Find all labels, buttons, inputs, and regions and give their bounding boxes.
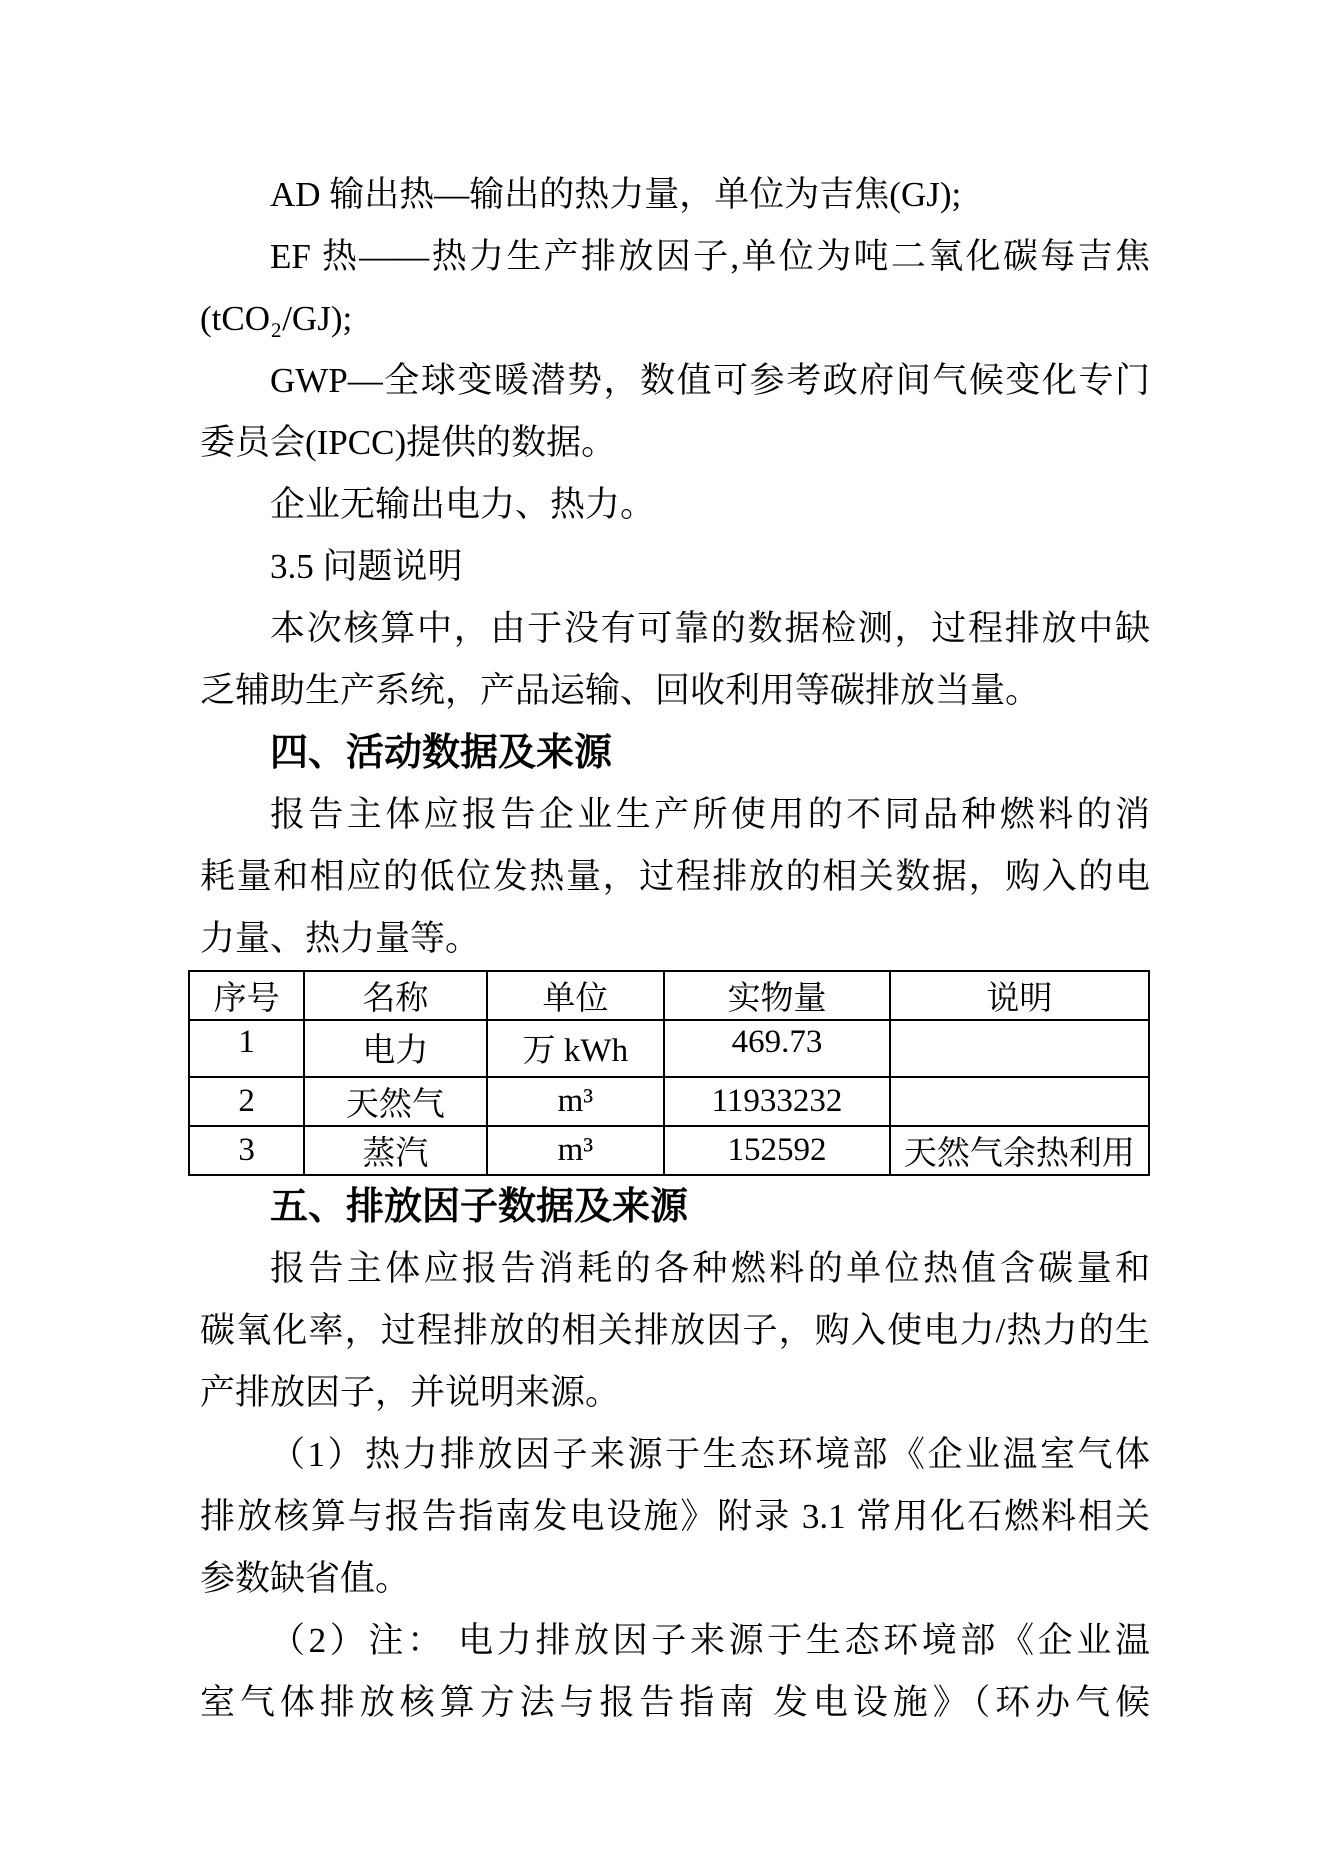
table-cell: 469.73 <box>664 1020 890 1077</box>
table-header-cell: 单位 <box>487 971 665 1020</box>
table-row <box>189 1126 1149 1175</box>
table-cell <box>890 1077 1149 1126</box>
table-cell: 3 <box>189 1126 304 1175</box>
text-line: 乏辅助生产系统，产品运输、回收利用等碳排放当量。 <box>200 671 1041 710</box>
table-header-cell: 实物量 <box>664 971 890 1020</box>
text-line: 碳氧化率，过程排放的相关排放因子，购入使电力/热力的生 <box>200 1311 1150 1350</box>
table-header-cell: 序号 <box>189 971 304 1020</box>
table-cell <box>890 1020 1149 1077</box>
text-line: 参数缺省值。 <box>200 1559 411 1598</box>
text-line: 报告主体应报告消耗的各种燃料的单位热值含碳量和 <box>270 1249 1150 1288</box>
text-block-before-table <box>200 164 1150 970</box>
text-line: 本次核算中，由于没有可靠的数据检测，过程排放中缺 <box>270 609 1150 648</box>
table-cell: m³ <box>487 1126 665 1175</box>
table-row <box>189 1077 1149 1126</box>
activity-data-table <box>188 970 1150 1176</box>
text-line: EF 热——热力生产排放因子,单位为吨二氧化碳每吉焦 <box>270 237 1150 276</box>
section-heading: 五、排放因子数据及来源 <box>270 1186 689 1228</box>
text-line: (tCO₂/GJ); <box>200 299 353 338</box>
text-line: 力量、热力量等。 <box>200 919 481 958</box>
table-cell: 1 <box>189 1020 304 1077</box>
text-line: 企业无输出电力、热力。 <box>270 485 656 524</box>
table-cell: 11933232 <box>664 1077 890 1126</box>
table-cell: 2 <box>189 1077 304 1126</box>
text-line: 耗量和相应的低位发热量，过程排放的相关数据，购入的电 <box>200 857 1150 896</box>
table-cell: 万 kWh <box>487 1020 665 1077</box>
text-line: 室气体排放核算方法与报告指南 发电设施》（环办气候 <box>200 1683 1150 1722</box>
text-line: GWP—全球变暖潜势，数值可参考政府间气候变化专门 <box>270 361 1150 400</box>
text-line: 报告主体应报告企业生产所使用的不同品种燃料的消 <box>270 795 1150 834</box>
table-row <box>189 1020 1149 1077</box>
text-line: AD 输出热—输出的热力量，单位为吉焦(GJ); <box>270 175 962 214</box>
activity-table-head <box>189 971 1149 1020</box>
text-line: （2）注： 电力排放因子来源于生态环境部《企业温 <box>270 1621 1150 1660</box>
activity-table-body <box>189 1020 1149 1175</box>
text-line: 产排放因子，并说明来源。 <box>200 1373 621 1412</box>
text-block-after-table <box>200 1176 1150 1734</box>
table-cell: m³ <box>487 1077 665 1126</box>
text-line: 排放核算与报告指南发电设施》附录 3.1 常用化石燃料相关 <box>200 1497 1150 1536</box>
table-header-cell: 名称 <box>304 971 486 1020</box>
table-cell: 天然气 <box>304 1077 486 1126</box>
table-header-row <box>189 971 1149 1020</box>
text-line: 3.5 问题说明 <box>270 547 463 586</box>
table-cell: 天然气余热利用 <box>890 1126 1149 1175</box>
text-line: 委员会(IPCC)提供的数据。 <box>200 423 617 462</box>
text-line: （1）热力排放因子来源于生态环境部《企业温室气体 <box>270 1435 1150 1474</box>
table-header-cell: 说明 <box>890 971 1149 1020</box>
table-cell: 电力 <box>304 1020 486 1077</box>
table-cell: 152592 <box>664 1126 890 1175</box>
document-content <box>200 164 1150 1734</box>
section-heading: 四、活动数据及来源 <box>270 732 613 774</box>
table-cell: 蒸汽 <box>304 1126 486 1175</box>
